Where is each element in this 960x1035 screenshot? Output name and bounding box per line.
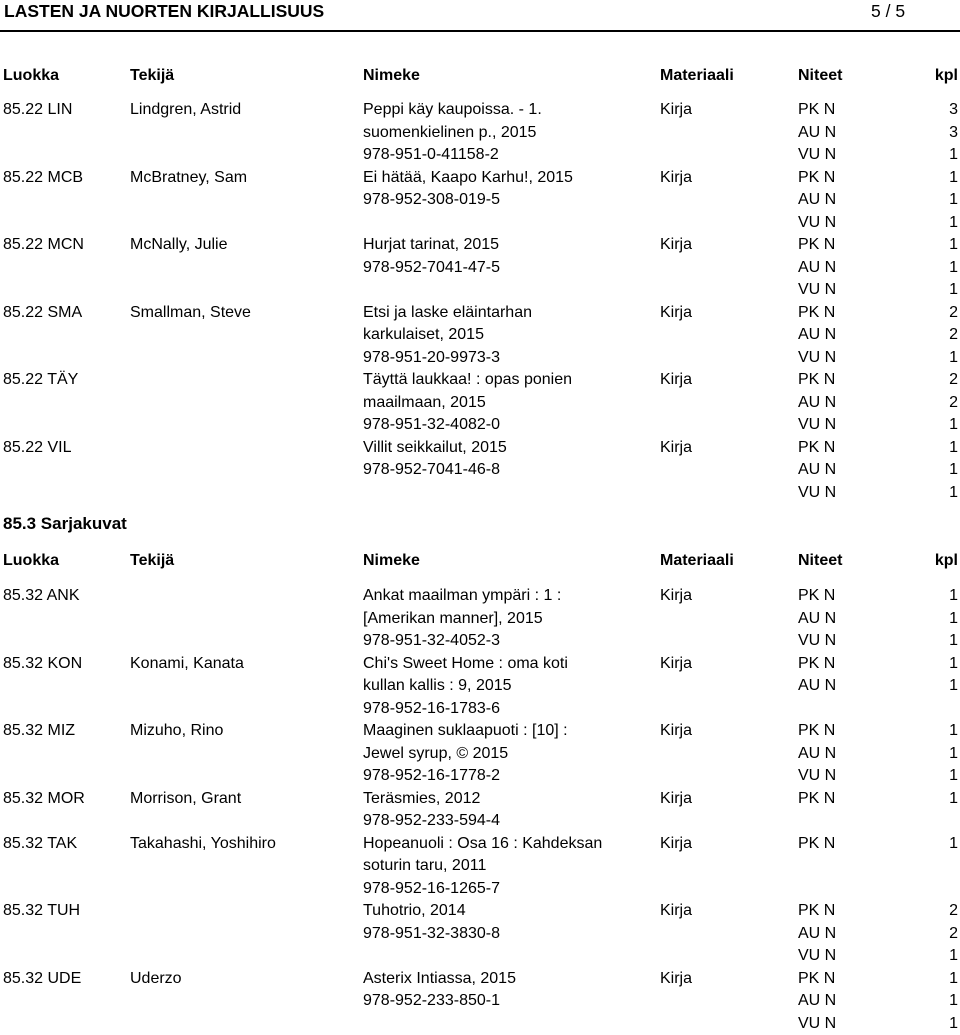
page-title: LASTEN JA NUORTEN KIRJALLISUUS <box>4 1 324 22</box>
row-title-line: Asterix Intiassa, 2015 <box>363 968 516 991</box>
row-kpl-count: 3 <box>920 99 958 122</box>
col-materiaali: Materiaali <box>660 67 734 85</box>
row-nide-location: PK N <box>798 833 835 856</box>
row-nide-location: AU N <box>798 459 836 482</box>
row-tekija: Uderzo <box>130 968 182 991</box>
row-kpl <box>920 99 958 167</box>
row-kpl-count: 1 <box>920 482 958 505</box>
row-kpl-count: 1 <box>920 459 958 482</box>
row-kpl-count: 1 <box>920 257 958 280</box>
row-title-line: Hurjat tarinat, 2015 <box>363 234 500 257</box>
row-kpl-count: 3 <box>920 122 958 145</box>
row-isbn: 978-952-233-594-4 <box>363 810 500 833</box>
row-kpl-count: 1 <box>920 189 958 212</box>
row-materiaali: Kirja <box>660 234 692 257</box>
col-kpl: kpl <box>920 67 958 85</box>
row-nimeke <box>363 968 516 1013</box>
row-kpl <box>920 437 958 505</box>
row-tekija: Mizuho, Rino <box>130 720 223 743</box>
row-luokka: 85.32 ANK <box>3 585 80 608</box>
row-luokka: 85.32 TUH <box>3 900 80 923</box>
row-tekija: Morrison, Grant <box>130 788 241 811</box>
row-kpl-count: 2 <box>920 302 958 325</box>
row-nide-location: PK N <box>798 437 836 460</box>
col-tekija: Tekijä <box>130 552 174 570</box>
row-kpl-count: 1 <box>920 414 958 437</box>
row-kpl <box>920 900 958 968</box>
row-luokka: 85.22 SMA <box>3 302 82 325</box>
row-kpl-count: 1 <box>920 167 958 190</box>
row-title-line: Ankat maailman ympäri : 1 : <box>363 585 561 608</box>
row-nide-location: AU N <box>798 189 836 212</box>
row-nide-location: VU N <box>798 765 836 788</box>
row-kpl-count: 1 <box>920 234 958 257</box>
row-nide-location: PK N <box>798 653 836 676</box>
row-niteet <box>798 302 836 370</box>
row-title-line: Chi's Sweet Home : oma koti <box>363 653 568 676</box>
row-materiaali: Kirja <box>660 833 692 856</box>
row-isbn: 978-952-7041-47-5 <box>363 257 500 280</box>
row-kpl <box>920 968 958 1035</box>
row-tekija: McBratney, Sam <box>130 167 247 190</box>
row-nide-location: PK N <box>798 167 836 190</box>
row-materiaali: Kirja <box>660 167 692 190</box>
row-nimeke <box>363 788 500 833</box>
row-title-line: Etsi ja laske eläintarhan <box>363 302 532 325</box>
row-kpl-count: 1 <box>920 630 958 653</box>
row-nide-location: VU N <box>798 1013 836 1035</box>
row-materiaali: Kirja <box>660 653 692 676</box>
row-nimeke <box>363 720 568 788</box>
row-materiaali: Kirja <box>660 900 692 923</box>
row-tekija: Konami, Kanata <box>130 653 244 676</box>
row-kpl-count: 1 <box>920 653 958 676</box>
row-isbn: 978-952-16-1778-2 <box>363 765 568 788</box>
col-nimeke: Nimeke <box>363 67 420 85</box>
row-tekija: Smallman, Steve <box>130 302 251 325</box>
row-kpl-count: 1 <box>920 608 958 631</box>
row-luokka: 85.22 LIN <box>3 99 72 122</box>
row-niteet <box>798 234 836 302</box>
row-niteet <box>798 99 836 167</box>
row-nide-location: AU N <box>798 257 836 280</box>
row-luokka: 85.22 MCN <box>3 234 84 257</box>
row-isbn: 978-951-32-4052-3 <box>363 630 561 653</box>
row-materiaali: Kirja <box>660 99 692 122</box>
row-luokka: 85.22 VIL <box>3 437 72 460</box>
row-materiaali: Kirja <box>660 437 692 460</box>
row-nide-location: PK N <box>798 788 835 811</box>
row-nide-location: VU N <box>798 144 836 167</box>
row-nide-location: PK N <box>798 234 836 257</box>
row-kpl-count: 2 <box>920 900 958 923</box>
row-nimeke <box>363 437 507 482</box>
row-title-line: maailmaan, 2015 <box>363 392 572 415</box>
row-tekija: McNally, Julie <box>130 234 228 257</box>
row-nimeke <box>363 99 542 167</box>
row-niteet <box>798 167 836 235</box>
row-kpl <box>920 167 958 235</box>
row-title-line: Jewel syrup, © 2015 <box>363 743 568 766</box>
row-niteet <box>798 653 836 698</box>
row-niteet <box>798 720 836 788</box>
col-materiaali: Materiaali <box>660 552 734 570</box>
row-isbn: 978-951-32-4082-0 <box>363 414 572 437</box>
row-nimeke <box>363 900 500 945</box>
row-kpl-count: 1 <box>920 585 958 608</box>
row-nimeke <box>363 234 500 279</box>
row-kpl-count: 1 <box>920 144 958 167</box>
row-nide-location: PK N <box>798 968 836 991</box>
row-nimeke <box>363 653 568 721</box>
row-title-line: Maaginen suklaapuoti : [10] : <box>363 720 568 743</box>
row-luokka: 85.32 MOR <box>3 788 85 811</box>
section-title-sarjakuvat: 85.3 Sarjakuvat <box>3 514 127 534</box>
row-kpl <box>920 788 958 811</box>
row-isbn: 978-952-308-019-5 <box>363 189 573 212</box>
row-kpl-count: 1 <box>920 743 958 766</box>
row-luokka: 85.32 MIZ <box>3 720 75 743</box>
row-title-line: Villit seikkailut, 2015 <box>363 437 507 460</box>
row-kpl-count: 2 <box>920 324 958 347</box>
row-nide-location: AU N <box>798 923 836 946</box>
row-isbn: 978-951-32-3830-8 <box>363 923 500 946</box>
row-title-line: soturin taru, 2011 <box>363 855 602 878</box>
row-kpl <box>920 720 958 788</box>
row-title-line: Teräsmies, 2012 <box>363 788 500 811</box>
row-kpl-count: 1 <box>920 788 958 811</box>
row-luokka: 85.22 TÄY <box>3 369 78 392</box>
row-nide-location: PK N <box>798 369 836 392</box>
row-nide-location: PK N <box>798 900 836 923</box>
row-nide-location: VU N <box>798 414 836 437</box>
row-nide-location: VU N <box>798 212 836 235</box>
row-tekija: Takahashi, Yoshihiro <box>130 833 276 856</box>
row-isbn: 978-952-16-1265-7 <box>363 878 602 901</box>
row-nide-location: AU N <box>798 608 836 631</box>
row-materiaali: Kirja <box>660 302 692 325</box>
row-niteet <box>798 833 835 856</box>
col-niteet: Niteet <box>798 67 842 85</box>
row-nide-location: VU N <box>798 279 836 302</box>
col-niteet: Niteet <box>798 552 842 570</box>
row-isbn: 978-952-7041-46-8 <box>363 459 507 482</box>
row-nide-location: VU N <box>798 482 836 505</box>
row-nide-location: AU N <box>798 122 836 145</box>
row-kpl-count: 2 <box>920 923 958 946</box>
row-title-line: Hopeanuoli : Osa 16 : Kahdeksan <box>363 833 602 856</box>
row-title-line: Täyttä laukkaa! : opas ponien <box>363 369 572 392</box>
row-nimeke <box>363 369 572 437</box>
row-kpl-count: 1 <box>920 437 958 460</box>
row-nide-location: AU N <box>798 392 836 415</box>
row-nide-location: VU N <box>798 630 836 653</box>
row-nide-location: PK N <box>798 99 836 122</box>
row-nide-location: PK N <box>798 720 836 743</box>
row-kpl <box>920 302 958 370</box>
row-kpl <box>920 653 958 698</box>
row-niteet <box>798 585 836 653</box>
row-kpl-count: 1 <box>920 720 958 743</box>
row-kpl-count: 1 <box>920 212 958 235</box>
row-title-line: [Amerikan manner], 2015 <box>363 608 561 631</box>
row-materiaali: Kirja <box>660 968 692 991</box>
row-kpl <box>920 369 958 437</box>
row-title-line: Peppi käy kaupoissa. - 1. <box>363 99 542 122</box>
row-nimeke <box>363 585 561 653</box>
row-title-line: kullan kallis : 9, 2015 <box>363 675 568 698</box>
header-rule <box>0 30 960 32</box>
row-title-line: Tuhotrio, 2014 <box>363 900 500 923</box>
row-nimeke <box>363 833 602 901</box>
row-niteet <box>798 369 836 437</box>
row-title-line: suomenkielinen p., 2015 <box>363 122 542 145</box>
row-isbn: 978-952-233-850-1 <box>363 990 516 1013</box>
row-kpl-count: 1 <box>920 833 958 856</box>
col-luokka: Luokka <box>3 552 59 570</box>
row-kpl-count: 1 <box>920 968 958 991</box>
row-kpl-count: 1 <box>920 279 958 302</box>
row-luokka: 85.32 KON <box>3 653 82 676</box>
row-kpl <box>920 234 958 302</box>
row-nide-location: VU N <box>798 945 836 968</box>
row-niteet <box>798 968 836 1035</box>
row-kpl-count: 1 <box>920 990 958 1013</box>
row-materiaali: Kirja <box>660 788 692 811</box>
row-kpl-count: 1 <box>920 945 958 968</box>
row-kpl <box>920 585 958 653</box>
row-kpl-count: 1 <box>920 675 958 698</box>
row-luokka: 85.22 MCB <box>3 167 83 190</box>
row-nide-location: AU N <box>798 743 836 766</box>
col-luokka: Luokka <box>3 67 59 85</box>
row-title-line: karkulaiset, 2015 <box>363 324 532 347</box>
col-nimeke: Nimeke <box>363 552 420 570</box>
row-isbn: 978-952-16-1783-6 <box>363 698 568 721</box>
row-materiaali: Kirja <box>660 720 692 743</box>
row-luokka: 85.32 TAK <box>3 833 77 856</box>
row-kpl-count: 1 <box>920 347 958 370</box>
row-nimeke <box>363 302 532 370</box>
row-title-line: Ei hätää, Kaapo Karhu!, 2015 <box>363 167 573 190</box>
row-tekija: Lindgren, Astrid <box>130 99 241 122</box>
row-niteet <box>798 788 835 811</box>
col-tekija: Tekijä <box>130 67 174 85</box>
column-header-b <box>0 552 960 574</box>
row-materiaali: Kirja <box>660 369 692 392</box>
row-kpl-count: 1 <box>920 765 958 788</box>
row-isbn: 978-951-20-9973-3 <box>363 347 532 370</box>
col-kpl: kpl <box>920 552 958 570</box>
row-materiaali: Kirja <box>660 585 692 608</box>
row-niteet <box>798 900 836 968</box>
row-kpl-count: 1 <box>920 1013 958 1035</box>
page-number: 5 / 5 <box>871 1 905 22</box>
row-nimeke <box>363 167 573 212</box>
row-kpl-count: 2 <box>920 369 958 392</box>
row-nide-location: AU N <box>798 675 836 698</box>
row-kpl <box>920 833 958 856</box>
page-header <box>0 0 960 26</box>
column-header-a <box>0 67 960 89</box>
row-nide-location: AU N <box>798 324 836 347</box>
row-kpl-count: 2 <box>920 392 958 415</box>
row-nide-location: AU N <box>798 990 836 1013</box>
row-nide-location: VU N <box>798 347 836 370</box>
row-nide-location: PK N <box>798 302 836 325</box>
row-nide-location: PK N <box>798 585 836 608</box>
row-luokka: 85.32 UDE <box>3 968 81 991</box>
row-isbn: 978-951-0-41158-2 <box>363 144 542 167</box>
row-niteet <box>798 437 836 505</box>
